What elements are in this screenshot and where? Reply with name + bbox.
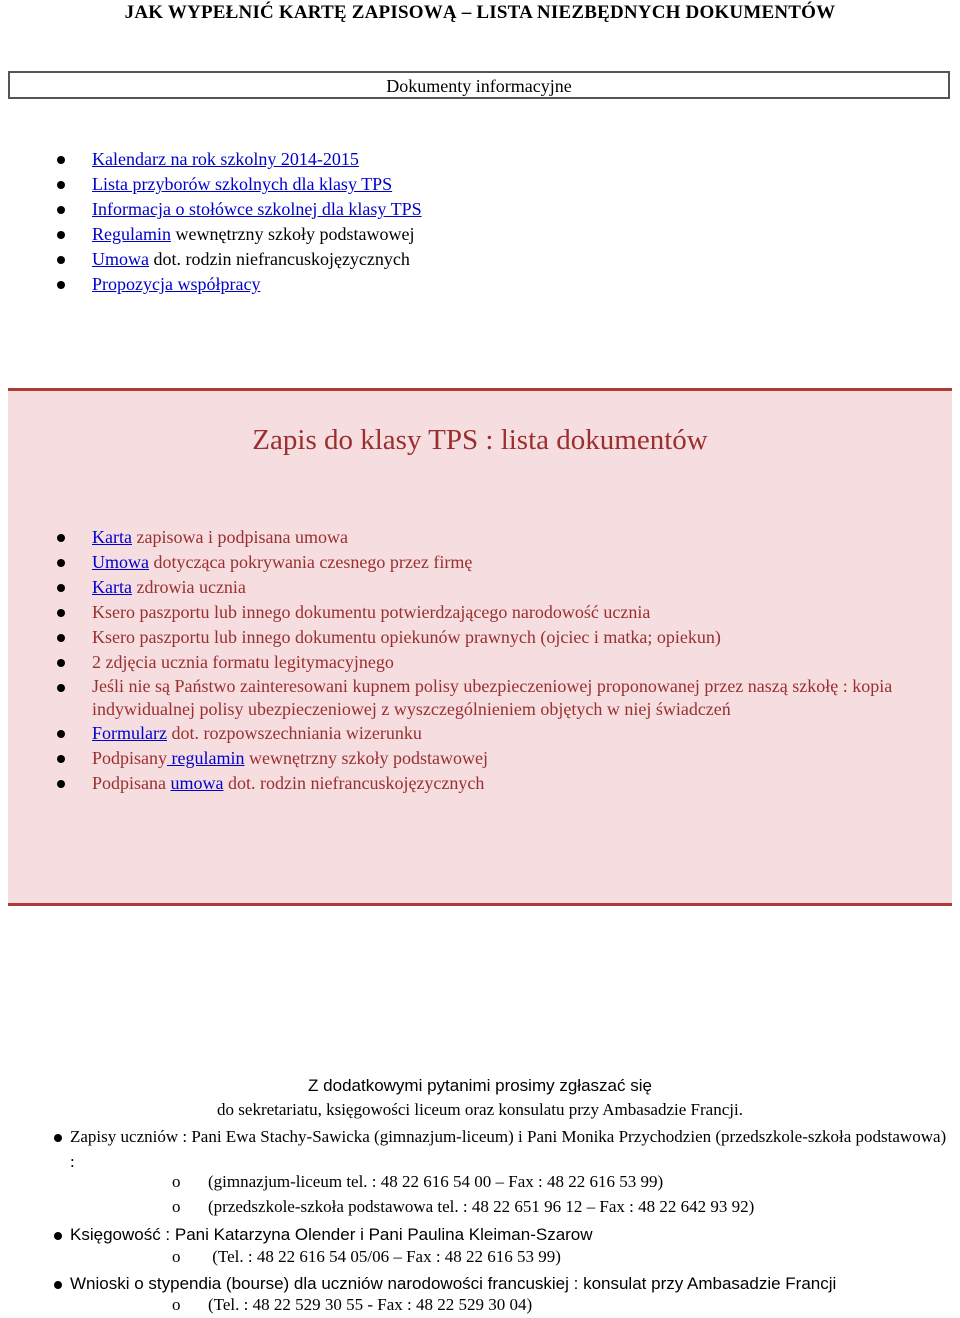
list-item — [0, 550, 960, 575]
phone-text: (Tel. : 48 22 529 30 55 - Fax : 48 22 529 30 04) — [208, 1295, 533, 1314]
enrollment-text: Zapisy uczniów : Pani Ewa Stachy-Sawicka (gimnazjum-liceum) i Pani Monika Przychodzien (przedszkole-szkoła podstawowa) : — [70, 1127, 947, 1171]
bullet-icon — [57, 256, 65, 264]
bullet-icon — [57, 755, 65, 763]
enrollment-phone-primary — [172, 1197, 754, 1217]
image-consent-form-link[interactable]: Formularz — [92, 723, 167, 743]
bullet-icon — [57, 684, 65, 692]
agreement-link[interactable]: Umowa — [92, 249, 149, 269]
list-item-text: dotycząca pokrywania czesnego przez firmę — [149, 552, 473, 572]
list-item-text: Podpisany — [92, 748, 168, 768]
info-documents-list — [0, 147, 960, 297]
signed-regulations-link[interactable]: regulamin — [167, 748, 245, 768]
tuition-agreement-link[interactable]: Umowa — [92, 552, 149, 572]
list-item — [0, 222, 960, 247]
bullet-icon — [54, 1232, 62, 1240]
bullet-icon — [54, 1281, 62, 1289]
bullet-icon — [54, 1134, 62, 1142]
tps-section-title: Zapis do klasy TPS : lista dokumentów — [252, 424, 708, 456]
list-item — [0, 147, 960, 172]
list-item-text: wewnętrzny szkoły podstawowej — [171, 224, 415, 244]
list-item — [0, 675, 960, 721]
signed-agreement-link[interactable]: umowa — [170, 773, 224, 793]
page-title: JAK WYPEŁNIĆ KARTĘ ZAPISOWĄ – LISTA NIEZBĘDNYCH DOKUMENTÓW — [124, 2, 836, 23]
bullet-icon — [57, 206, 65, 214]
bullet-icon — [57, 659, 65, 667]
list-item — [0, 575, 960, 600]
list-item — [0, 721, 960, 746]
bullet-icon — [57, 281, 65, 289]
bullet-icon — [57, 156, 65, 164]
list-item — [0, 525, 960, 550]
list-item — [0, 600, 960, 625]
list-item — [0, 625, 960, 650]
scholarship-text: Wnioski o stypendia (bourse) dla uczniów narodowości francuskiej : konsulat przy Ambasadzie Francji — [70, 1274, 837, 1293]
list-item-text: dot. rodzin niefrancuskojęzycznych — [223, 773, 485, 793]
calendar-link[interactable]: Kalendarz na rok szkolny 2014-2015 — [92, 149, 359, 169]
bullet-icon — [57, 181, 65, 189]
list-item-text: dot. rodzin niefrancuskojęzycznych — [149, 249, 410, 269]
phone-text: (przedszkole-szkoła podstawowa tel. : 48 22 651 96 12 – Fax : 48 22 642 93 92) — [208, 1197, 755, 1216]
sub-bullet: o — [172, 1295, 181, 1314]
accounting-text: Księgowość : Pani Katarzyna Olender i Pani Paulina Kleiman-Szarow — [70, 1225, 593, 1244]
list-item — [0, 172, 960, 197]
accounting-phone — [172, 1247, 561, 1267]
bullet-icon — [57, 730, 65, 738]
phone-text: (Tel. : 48 22 616 54 05/06 – Fax : 48 22 616 53 99) — [208, 1247, 561, 1266]
bullet-icon — [57, 780, 65, 788]
sub-bullet: o — [172, 1197, 181, 1216]
list-item — [0, 197, 960, 222]
tps-documents-list — [0, 525, 960, 796]
bullet-icon — [57, 534, 65, 542]
list-item-text: Podpisana — [92, 773, 171, 793]
info-documents-header: Dokumenty informacyjne — [8, 71, 950, 99]
list-item-text: zdrowia ucznia — [131, 577, 246, 597]
supplies-list-link[interactable]: Lista przyborów szkolnych dla klasy TPS — [92, 174, 393, 194]
list-item-text: zapisowa i podpisana umowa — [131, 527, 348, 547]
list-item — [0, 771, 960, 796]
bullet-icon — [57, 584, 65, 592]
list-item — [0, 746, 960, 771]
canteen-info-link[interactable]: Informacja o stołówce szkolnej dla klasy TPS — [92, 199, 422, 219]
health-card-link[interactable]: Karta — [92, 577, 132, 597]
cooperation-proposal-link[interactable]: Propozycja współpracy — [92, 274, 261, 294]
list-item-text: Ksero paszportu lub innego dokumentu opiekunów prawnych (ojciec i matka; opiekun) — [92, 627, 721, 647]
scholarship-phone — [172, 1295, 532, 1315]
list-item-text: 2 zdjęcia ucznia formatu legitymacyjnego — [92, 652, 394, 672]
regulations-link[interactable]: Regulamin — [92, 224, 171, 244]
list-item-text: Ksero paszportu lub innego dokumentu potwierdzającego narodowość ucznia — [92, 602, 651, 622]
list-item-text: Jeśli nie są Państwo zainteresowani kupnem polisy ubezpieczeniowej proponowanej przez naszą szkołę : kopia indywidualnej polisy ubezpieczeniowej z wyszczególnieniem objętych w niej świadczeń — [92, 676, 893, 719]
bullet-icon — [57, 634, 65, 642]
enrollment-card-link[interactable]: Karta — [92, 527, 132, 547]
list-item-text: dot. rozpowszechniania wizerunku — [166, 723, 422, 743]
list-item — [0, 247, 960, 272]
phone-text: (gimnazjum-liceum tel. : 48 22 616 54 00 – Fax : 48 22 616 53 99) — [208, 1172, 664, 1191]
list-item-text: wewnętrzny szkoły podstawowej — [244, 748, 488, 768]
sub-bullet: o — [172, 1172, 181, 1191]
sub-bullet: o — [172, 1247, 181, 1266]
bullet-icon — [57, 231, 65, 239]
list-item — [0, 272, 960, 297]
contact-intro-line2: do sekretariatu, księgowości liceum oraz konsulatu przy Ambasadzie Francji. — [217, 1100, 743, 1119]
bullet-icon — [57, 559, 65, 567]
enrollment-phone-secondary — [172, 1172, 663, 1192]
list-item — [0, 650, 960, 675]
bullet-icon — [57, 609, 65, 617]
contact-intro-line1: Z dodatkowymi pytanimi prosimy zgłaszać się — [308, 1076, 652, 1095]
